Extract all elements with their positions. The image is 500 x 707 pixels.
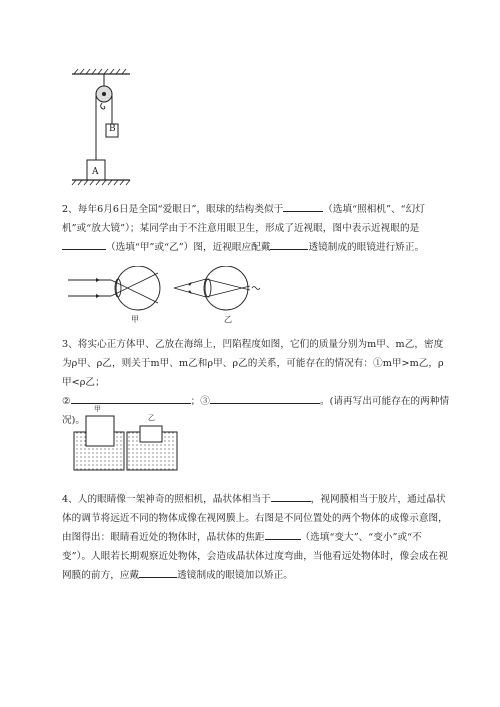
q3-text-1: 3、将实心正方体甲、乙放在海绵上，凹陷程度如图，它们的质量分别为m甲、m乙，密度为ρ甲、ρ乙，则关于m甲、m乙和ρ甲、ρ乙的关系，可能存在的情况有：①m甲>m乙，ρ甲<ρ乙； xyxy=(62,339,444,388)
q2-blank-2[interactable] xyxy=(62,240,106,250)
q4-text-4: 透镜制成的眼镜加以矫正。 xyxy=(177,570,293,581)
question-4 xyxy=(62,490,450,585)
q2-blank-1[interactable] xyxy=(283,202,323,212)
eye-diagram-svg xyxy=(66,266,286,328)
eye-label-yi: 乙 xyxy=(224,315,232,324)
block-a-label: A xyxy=(92,167,99,177)
q3-blank-2[interactable] xyxy=(210,394,320,404)
q2-text-1: 2、每年6月6日是全国“爱眼日”，眼球的结构类似于 xyxy=(62,204,284,215)
sponge-label-jia: 甲 xyxy=(94,405,101,413)
q2-blank-3[interactable] xyxy=(270,240,308,250)
q3-text-4: 。(请再写出可能存在的两种情况)。 xyxy=(62,396,450,426)
eye-diagrams xyxy=(66,266,286,328)
eye-label-jia: 甲 xyxy=(131,315,139,324)
q2-text-4: 透镜制成的眼镜进行矫正。 xyxy=(308,242,425,253)
q2-text-3: （选填“甲”或“乙”）图，近视眼应配戴 xyxy=(106,242,271,253)
sponge-diagram xyxy=(72,404,182,474)
q4-blank-3[interactable] xyxy=(139,568,177,578)
q4-blank-1[interactable] xyxy=(271,492,311,502)
pulley-figure xyxy=(66,62,136,192)
sponge-figure xyxy=(72,404,182,474)
question-2 xyxy=(62,200,450,257)
q3-text-3: ；③ xyxy=(190,396,210,407)
q4-blank-2[interactable] xyxy=(265,530,301,540)
sponge-label-yi: 乙 xyxy=(148,414,155,422)
q4-text-2: ，视网膜相当于胶片，通过晶状体的调节将远近不同的物体成像在视网膜上。右图是不同位置处的两个物体的成像示意图，由图得出：眼睛看近处的物体时，晶状体的焦距 xyxy=(62,494,448,543)
q4-text-3: （选填“变大”、“变小”或“不变”）。人眼若长期观察近处物体，会造成晶状体过度弯曲，当他看远处物体时，像会成在视网膜的前方，应戴 xyxy=(62,532,448,581)
pulley-diagram xyxy=(66,62,136,192)
q3-text-2: ② xyxy=(62,396,71,407)
block-b-label: B xyxy=(109,124,116,134)
q3-blank-1[interactable] xyxy=(71,394,191,404)
q4-text-1: 4、人的眼睛像一架神奇的照相机，晶状体相当于 xyxy=(62,494,271,505)
q2-text-2: （选填“照相机”、“幻灯机”或“放大镜”）；某同学由于不注意用眼卫生，形成了近视眼，图中表示近视眼的是 xyxy=(62,204,425,234)
